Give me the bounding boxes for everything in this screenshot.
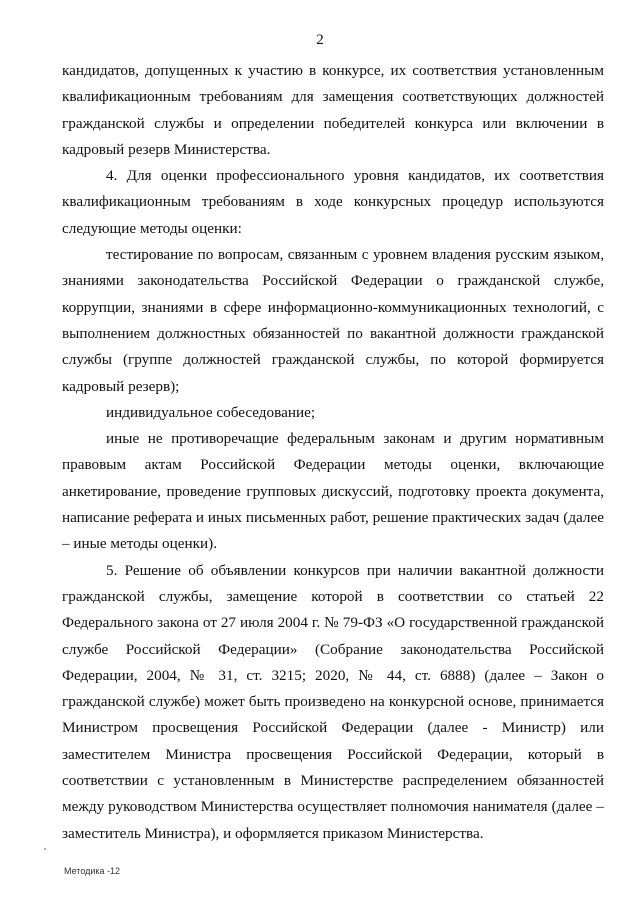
paragraph-item-5: 5. Решение об объявлении конкурсов при наличии вакантной должности гражданской службы, замещение которой в соответствии со статьей 22 Федерального закона от 27 июля 2004 г. № 79-ФЗ «О государственной гражданской службе Российской Федерации» (Собрание законодательства Российской Федерации, 2004, № 31, ст. 3215; 2020, № 44, ст. 6888) (далее – Закон о гражданской службе) может быть произведено на конкурсной основе, принимается Министром просвещения Российской Федерации (далее - Министр) или заместителем Министра просвещения Российской Федерации, который в соответствии с установленным в Министерстве распределением обязанностей между руководством Министерства осуществляет полномочия нанимателя (далее – заместитель Министра), и оформляется приказом Министерства.	[62, 561, 604, 842]
paragraph-testing: тестирование по вопросам, связанным с уровнем владения русским языком, знаниями законодательства Российской Федерации о гражданской службе, коррупции, знаниями в сфере информационно-коммуникационных технологий, с выполнением должностных обязанностей по вакантной должности гражданской службы (группе должностей гражданской службы, по которой формируется кадровый резерв);	[62, 246, 604, 395]
paragraph-interview: индивидуальное собеседование;	[106, 403, 316, 421]
footer-note: Методика -12	[64, 866, 121, 876]
body-text	[62, 58, 604, 847]
paragraph-other-methods: иные не противоречащие федеральным законам и другим нормативным правовым актам Российской Федерации методы оценки, включающие анкетирование, проведение групповых дискуссий, подготовку проекта документа, написание реферата и иных письменных работ, решение практических задач (далее – иные методы оценки).	[62, 430, 604, 553]
scan-speck	[44, 848, 46, 850]
paragraph-item-4: 4. Для оценки профессионального уровня кандидатов, их соответствия квалификационным требованиям в ходе конкурсных процедур используются следующие методы оценки:	[62, 167, 604, 237]
paragraph-continuation: кандидатов, допущенных к участию в конкурсе, их соответствия установленным квалификационным требованиям для замещения соответствующих должностей гражданской службы и определении победителей конкурса или включении в кадровый резерв Министерства.	[62, 62, 604, 158]
page-number: 2	[316, 32, 324, 48]
